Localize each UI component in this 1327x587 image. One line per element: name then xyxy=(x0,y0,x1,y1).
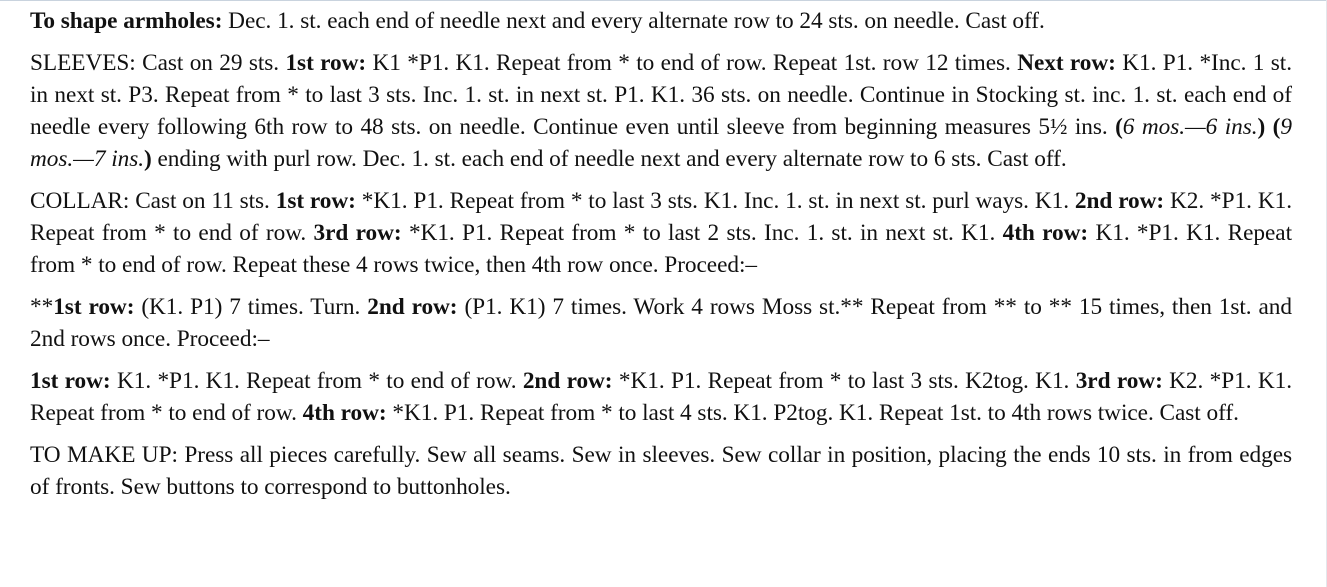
top-border xyxy=(0,0,1327,1)
paragraph-collar xyxy=(30,185,1292,281)
row-label: 3rd row: xyxy=(1075,368,1163,394)
row-label: Next row: xyxy=(1017,50,1116,76)
sleeves-text: K1 *P1. K1. Repeat from * to end of row. Repeat 1st. row 12 times. xyxy=(366,50,1018,76)
paragraph-armholes xyxy=(30,5,1292,37)
collar-text: K2. *P1. K1. Repeat from * to end of row. xyxy=(30,188,1292,246)
bracket: ) xyxy=(1257,114,1266,140)
paragraph-decrease-rows xyxy=(30,365,1292,429)
bracket: ) xyxy=(144,146,152,172)
paragraph-sleeves xyxy=(30,47,1292,175)
bracket: ( xyxy=(1272,114,1281,140)
sleeves-intro: SLEEVES: Cast on 29 sts. xyxy=(30,50,286,76)
row-label: 1st row: xyxy=(53,294,135,320)
decrease-text: K2. *P1. K1. Repeat from * to end of row. xyxy=(30,368,1292,426)
row-label: 4th row: xyxy=(1002,220,1089,246)
paragraph-make-up xyxy=(30,439,1292,503)
moss-marker: ** xyxy=(30,294,54,320)
row-label: 2nd row: xyxy=(1074,188,1165,214)
collar-text: *K1. P1. Repeat from * to last 3 sts. K1. Inc. 1. st. in next st. purl ways. K1. xyxy=(355,188,1075,214)
size-6mos: 6 mos.—6 ins. xyxy=(1122,114,1258,140)
row-label: 2nd row: xyxy=(367,294,458,320)
bracket: ( xyxy=(1115,114,1123,140)
armholes-text: Dec. 1. st. each end of needle next and every alternate row to 24 sts. on needle. Cast off. xyxy=(222,8,1045,34)
decrease-text: K1. *P1. K1. Repeat from * to end of row. xyxy=(110,368,523,394)
row-label: 3rd row: xyxy=(313,220,402,246)
size-9mos: 9 mos.—7 ins. xyxy=(30,114,1292,172)
paragraph-moss-rows xyxy=(30,291,1292,355)
make-up-text: TO MAKE UP: Press all pieces carefully. Sew all seams. Sew in sleeves. Sew collar in position, placing the ends 10 sts. in from edges of fronts. Sew buttons to correspond to buttonholes. xyxy=(30,442,1292,500)
row-label: 1st row: xyxy=(285,50,367,76)
collar-text: K1. *P1. K1. Repeat from * to end of row. Repeat these 4 rows twice, then 4th row once. Proceed:– xyxy=(30,220,1292,278)
row-label: 4th row: xyxy=(302,400,387,426)
sleeves-text: K1. P1. *Inc. 1 st. in next st. P3. Repeat from * to last 3 sts. Inc. 1. st. in next st. P1. K1. 36 sts. on needle. Continue in Stocking st. inc. 1. st. each end of needle every following 6th row to 48 sts. on needle. Continue even until sleeve from beginning measures 5½ ins. xyxy=(30,50,1292,140)
sleeves-text: ending with purl row. Dec. 1. st. each end of needle next and every alternate row to 6 sts. Cast off. xyxy=(151,146,1067,172)
row-label: 2nd row: xyxy=(522,368,613,394)
moss-text: (P1. K1) 7 times. Work 4 rows Moss st.** Repeat from ** to ** 15 times, then 1st. and 2nd rows once. Proceed:– xyxy=(30,294,1292,352)
pattern-document xyxy=(30,5,1292,513)
collar-intro: COLLAR: Cast on 11 sts. xyxy=(30,188,276,214)
armholes-heading: To shape armholes: xyxy=(30,8,223,34)
decrease-text: *K1. P1. Repeat from * to last 4 sts. K1. P2tog. K1. Repeat 1st. to 4th rows twice. Cast off. xyxy=(386,400,1239,426)
decrease-text: *K1. P1. Repeat from * to last 3 sts. K2tog. K1. xyxy=(612,368,1076,394)
collar-text: *K1. P1. Repeat from * to last 2 sts. Inc. 1. st. in next st. K1. xyxy=(401,220,1003,246)
moss-text: (K1. P1) 7 times. Turn. xyxy=(134,294,368,320)
spacer-text xyxy=(1265,114,1272,140)
row-label: 1st row: xyxy=(275,188,356,214)
row-label: 1st row: xyxy=(30,368,111,394)
